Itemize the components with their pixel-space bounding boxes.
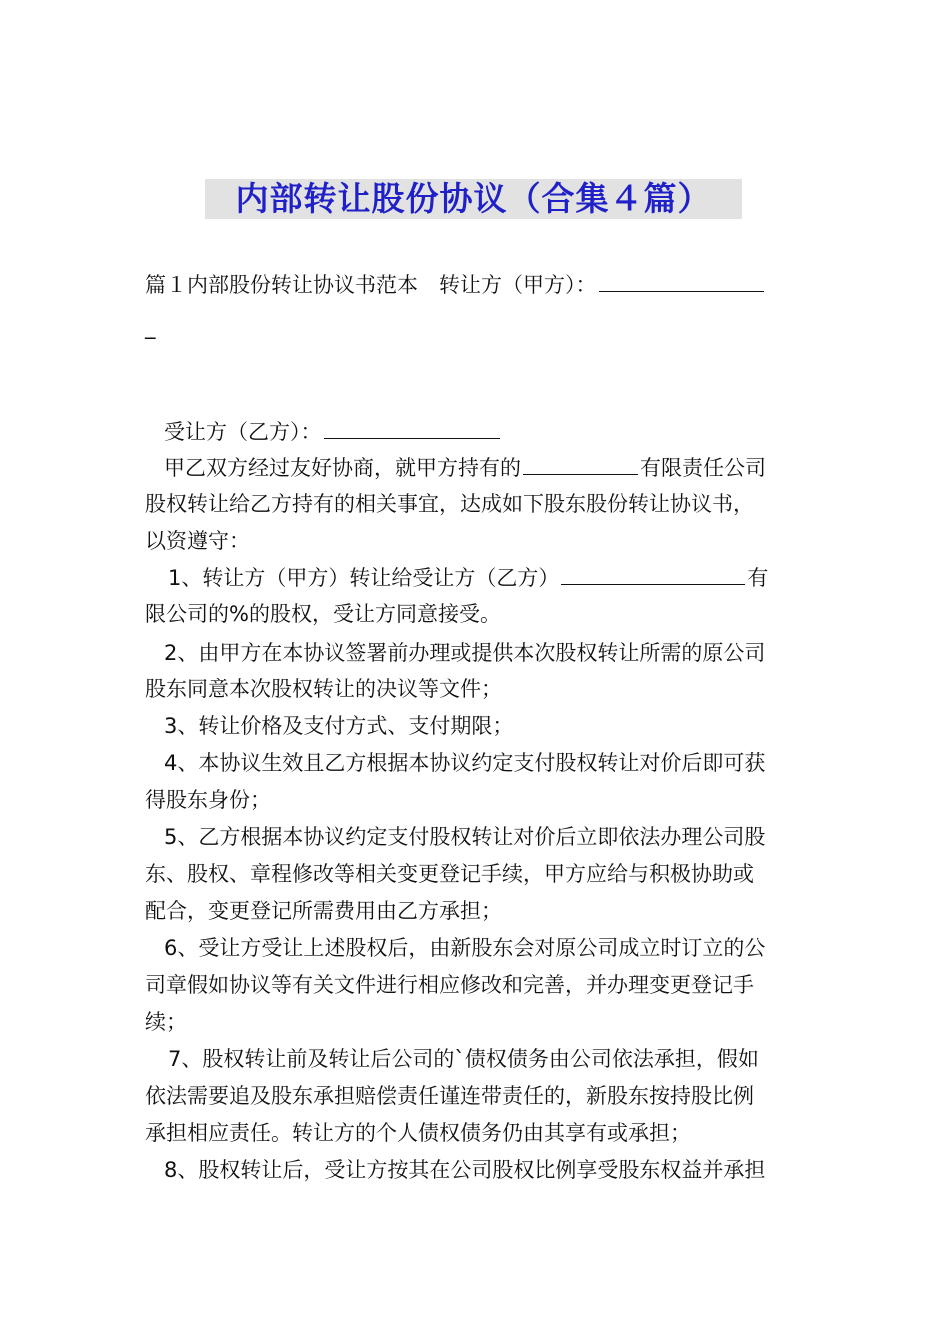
paragraph-line: 5、乙方根据本协议约定支付股权转让对价后立即依法办理公司股 [164, 825, 766, 849]
paragraph-line [164, 453, 766, 483]
paragraph-line: _ [145, 315, 156, 339]
paragraph-line: 配合，变更登记所需费用由乙方承担； [145, 899, 502, 923]
paragraph-line: 4、本协议生效且乙方根据本协议约定支付股权转让对价后即可获 [164, 751, 766, 775]
paragraph-line [145, 270, 766, 300]
title-highlight [205, 179, 742, 219]
text-span: 1、转让方（甲方）转让给受让方（乙方） [168, 566, 560, 590]
text-span: 篇１内部股份转让协议书范本 转让方（甲方）： [145, 273, 597, 297]
text-span: 有限责任公司 [640, 456, 766, 480]
paragraph-line: 承担相应责任。转让方的个人债权债务仍由其享有或承担； [145, 1121, 691, 1145]
paragraph-line: 股东同意本次股权转让的决议等文件； [145, 677, 502, 701]
document-title: 内部转让股份协议（合集４篇） [235, 179, 712, 218]
paragraph-line: 8、股权转让后，受让方按其在公司股权比例享受股东权益并承担 [164, 1158, 766, 1182]
paragraph-line: 限公司的%的股权，受让方同意接受。 [145, 602, 501, 626]
fill-blank [324, 418, 500, 439]
paragraph-line: 3、转让价格及支付方式、支付期限； [164, 714, 514, 738]
paragraph-line: 续； [145, 1010, 187, 1034]
fill-blank [523, 454, 638, 475]
paragraph-line: 东、股权、章程修改等相关变更登记手续，甲方应给与积极协助或 [145, 862, 754, 886]
paragraph-line: 7、股权转让前及转让后公司的`债权债务由公司依法承担，假如 [168, 1047, 759, 1071]
paragraph-line [168, 563, 768, 593]
text-span: 甲乙双方经过友好协商，就甲方持有的 [164, 456, 521, 480]
paragraph-line: 司章假如协议等有关文件进行相应修改和完善，并办理变更登记手 [145, 973, 754, 997]
fill-blank [599, 271, 764, 292]
paragraph-line: 股权转让给乙方持有的相关事宜，达成如下股东股份转让协议书， [145, 492, 754, 516]
fill-blank [561, 564, 745, 585]
paragraph-line: 依法需要追及股东承担赔偿责任谨连带责任的，新股东按持股比例 [145, 1084, 754, 1108]
paragraph-line: 2、由甲方在本协议签署前办理或提供本次股权转让所需的原公司 [164, 641, 766, 665]
paragraph-line: 6、受让方受让上述股权后，由新股东会对原公司成立时订立的公 [164, 936, 766, 960]
paragraph-line: 以资遵守： [145, 529, 250, 553]
text-span: 有 [747, 566, 769, 590]
paragraph-line: 得股东身份； [145, 788, 271, 812]
text-span: 受让方（乙方）： [164, 420, 322, 444]
paragraph-line [164, 417, 502, 447]
